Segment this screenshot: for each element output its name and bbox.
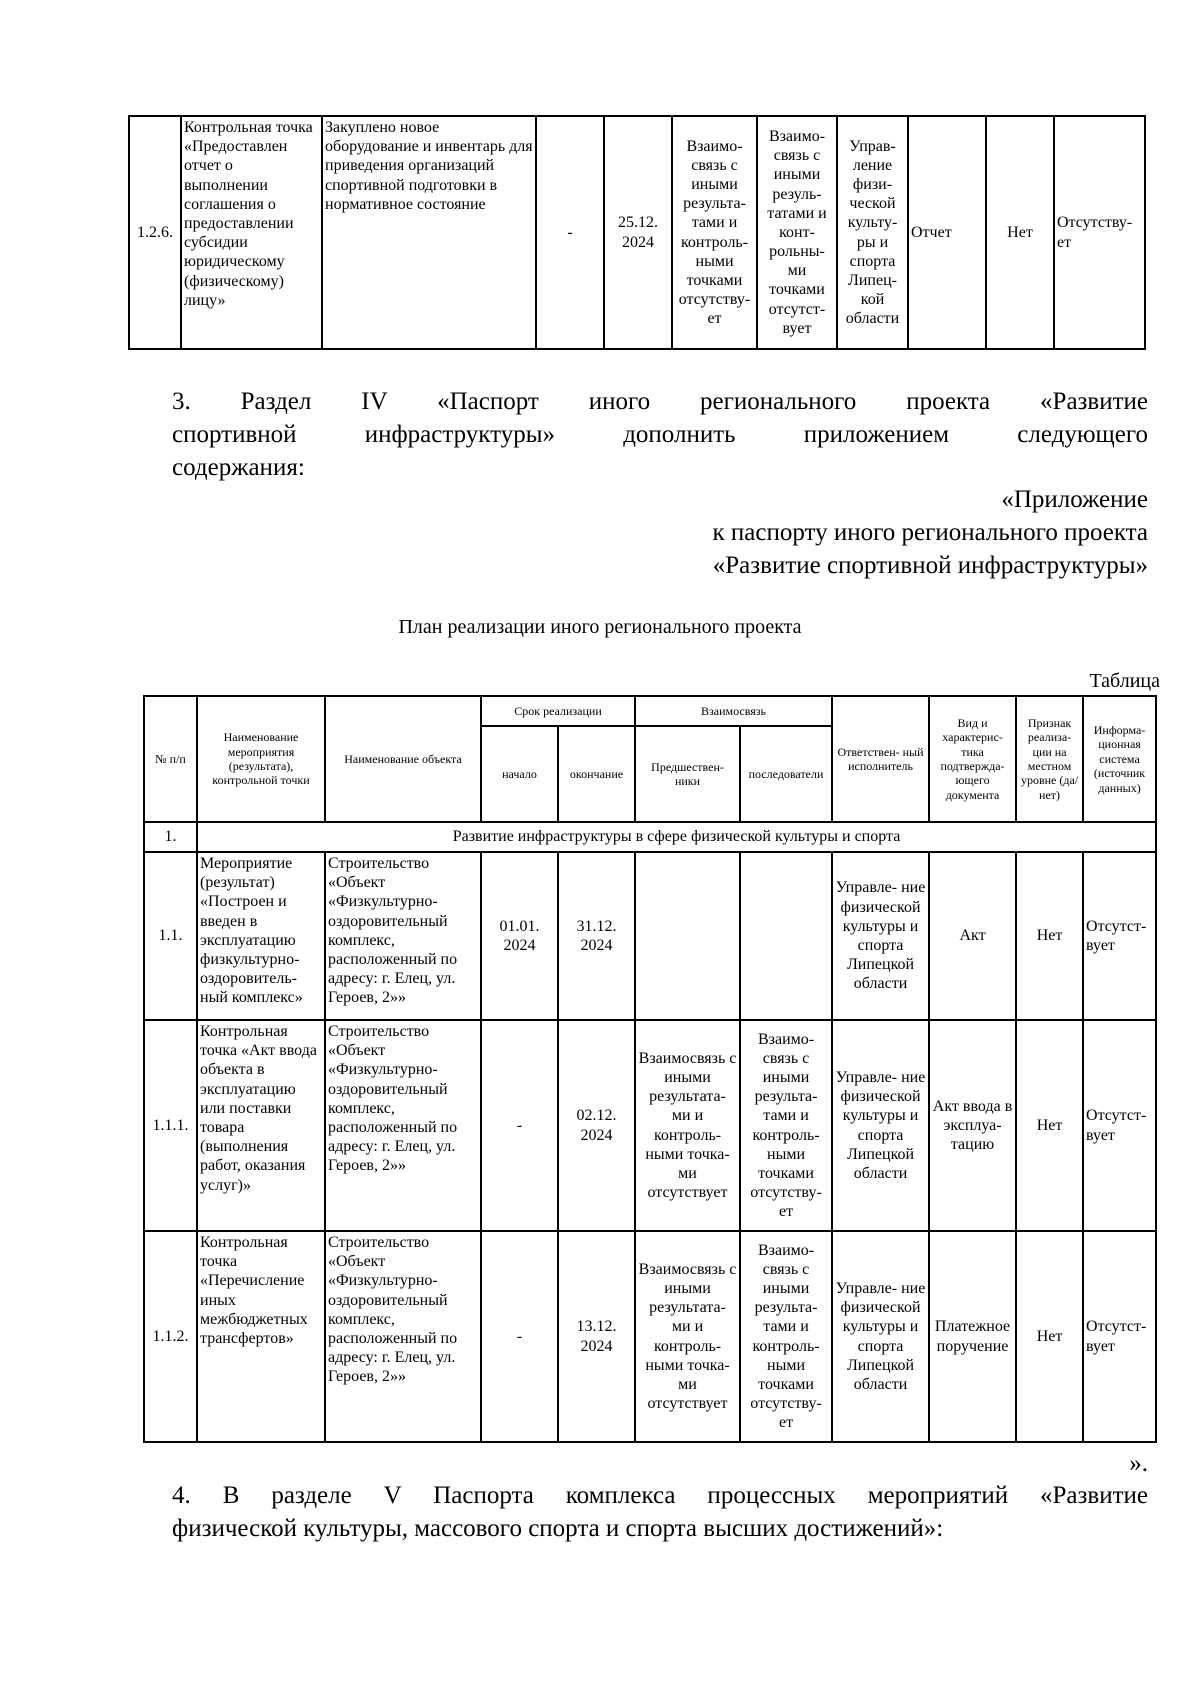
- header-relation: Взаимосвязь: [635, 696, 832, 726]
- successors: [740, 852, 832, 1020]
- header-successors: последователи: [740, 726, 832, 822]
- row-number: 1.1.1.: [144, 1020, 197, 1231]
- row-number: 1.2.6.: [129, 116, 181, 349]
- end-date: 02.12. 2024: [558, 1020, 635, 1231]
- header-period: Срок реализации: [481, 696, 635, 726]
- section-row: [144, 822, 1156, 852]
- paragraph-4-line-1: 4. В разделе V Паспорта комплекса процессных мероприятий «Развитие: [172, 1482, 1148, 1509]
- info-system: Отсутст- вует: [1083, 1231, 1156, 1442]
- start-date: -: [481, 1231, 558, 1442]
- section-title: Развитие инфраструктуры в сфере физической культуры и спорта: [197, 822, 1156, 852]
- header-document: Вид и характерис- тика подтвержда- ющего документа: [929, 696, 1016, 822]
- end-date: 13.12. 2024: [558, 1231, 635, 1442]
- closing-quote: ».: [1129, 1450, 1148, 1477]
- table-row: [129, 116, 1145, 349]
- plan-title: План реализации иного регионального проекта: [398, 616, 802, 638]
- successors: Взаимо- связь с иными результа- тами и контроль- ными точками отсутству- ет: [740, 1231, 832, 1442]
- header-row: [144, 696, 1156, 726]
- appendix-subtitle-2: «Развитие спортивной инфраструктуры»: [712, 552, 1148, 579]
- table-row: [144, 1020, 1156, 1231]
- document-type: Отчет: [908, 116, 986, 349]
- start-date: -: [536, 116, 604, 349]
- header-info: Информа- ционная система (источник данных): [1083, 696, 1156, 822]
- row-number: 1.1.: [144, 852, 197, 1020]
- info-system: Отсутст- вует: [1083, 1020, 1156, 1231]
- header-responsible: Ответствен- ный исполнитель: [832, 696, 929, 822]
- header-num: № п/п: [144, 696, 197, 822]
- appendix-subtitle-1: к паспорту иного регионального проекта: [712, 519, 1148, 546]
- activity-name: Контрольная точка «Акт ввода объекта в эксплуатацию или поставки товара (выполнения работ, оказания услуг)»: [197, 1020, 325, 1231]
- appendix-title: «Приложение: [1001, 486, 1148, 513]
- predecessors: Взаимо- связь с иными результа- тами и контроль- ными точками отсутству- ет: [672, 116, 757, 349]
- responsible: Управле- ние физической культуры и спорта Липецкой области: [832, 1231, 929, 1442]
- start-date: -: [481, 1020, 558, 1231]
- header-name: Наименование мероприятия (результата), контрольной точки: [197, 696, 325, 822]
- predecessors: Взаимосвязь с иными результата- ми и контроль- ными точка- ми отсутствует: [635, 1231, 740, 1442]
- activity-name: Контрольная точка «Перечисление иных межбюджетных трансфертов»: [197, 1231, 325, 1442]
- table-row: [144, 1231, 1156, 1442]
- predecessors: Взаимосвязь с иными результата- ми и контроль- ными точка- ми отсутствует: [635, 1020, 740, 1231]
- header-object: Наименование объекта: [325, 696, 481, 822]
- section-number: 1.: [144, 822, 197, 852]
- control-point-name: Контрольная точка «Предоставлен отчет о выполнении соглашения о предоставлении субсидии юридическому (физическому) лицу»: [181, 116, 322, 349]
- activity-name: Мероприятие (результат) «Построен и введен в эксплуатацию физкультурно- оздоровитель- ный комплекс»: [197, 852, 325, 1020]
- paragraph-3-line-1: 3. Раздел IV «Паспорт иного регионального проекта «Развитие: [172, 388, 1148, 415]
- end-date: 31.12. 2024: [558, 852, 635, 1020]
- paragraph-3-line-3: содержания:: [172, 454, 305, 481]
- paragraph-4-line-2: физической культуры, массового спорта и спорта высших достижений»:: [172, 1515, 944, 1542]
- local-level: Нет: [1016, 1020, 1083, 1231]
- object-name: Строительство «Объект «Физкультурно- оздоровительный комплекс, расположенный по адресу: г. Елец, ул. Героев, 2»»: [325, 1231, 481, 1442]
- successors: Взаимо- связь с иными резуль- татами и конт- рольны- ми точками отсутст- вует: [757, 116, 837, 349]
- responsible: Управле- ние физической культуры и спорта Липецкой области: [832, 852, 929, 1020]
- local-level: Нет: [1016, 852, 1083, 1020]
- table-row: [144, 852, 1156, 1020]
- object-name: Строительство «Объект «Физкультурно- оздоровительный комплекс, расположенный по адресу: г. Елец, ул. Героев, 2»»: [325, 1020, 481, 1231]
- plan-table: [143, 695, 1157, 1443]
- local-level: Нет: [1016, 1231, 1083, 1442]
- object-description: Закуплено новое оборудование и инвентарь для приведения организаций спортивной подготовки в нормативное состояние: [322, 116, 536, 349]
- end-date: 25.12. 2024: [604, 116, 672, 349]
- header-start: начало: [481, 726, 558, 822]
- info-system: Отсутству- ет: [1054, 116, 1145, 349]
- top-table: [128, 115, 1146, 350]
- row-number: 1.1.2.: [144, 1231, 197, 1442]
- responsible: Управле- ние физической культуры и спорта Липецкой области: [832, 1020, 929, 1231]
- document-type: Платежное поручение: [929, 1231, 1016, 1442]
- paragraph-3-line-2: спортивной инфраструктуры» дополнить приложением следующего: [172, 421, 1148, 448]
- start-date: 01.01. 2024: [481, 852, 558, 1020]
- table-label: Таблица: [1089, 670, 1160, 692]
- successors: Взаимо- связь с иными результа- тами и контроль- ными точками отсутству- ет: [740, 1020, 832, 1231]
- header-local: Признак реализа- ции на местном уровне (да/нет): [1016, 696, 1083, 822]
- predecessors: [635, 852, 740, 1020]
- document-type: Акт ввода в эксплуа- тацию: [929, 1020, 1016, 1231]
- local-level: Нет: [986, 116, 1054, 349]
- header-end: окончание: [558, 726, 635, 822]
- responsible: Управ- ление физи- ческой культу- ры и спорта Липец- кой области: [837, 116, 908, 349]
- info-system: Отсутст- вует: [1083, 852, 1156, 1020]
- header-predecessors: Предшествен- ники: [635, 726, 740, 822]
- document-type: Акт: [929, 852, 1016, 1020]
- object-name: Строительство «Объект «Физкультурно- оздоровительный комплекс, расположенный по адресу: г. Елец, ул. Героев, 2»»: [325, 852, 481, 1020]
